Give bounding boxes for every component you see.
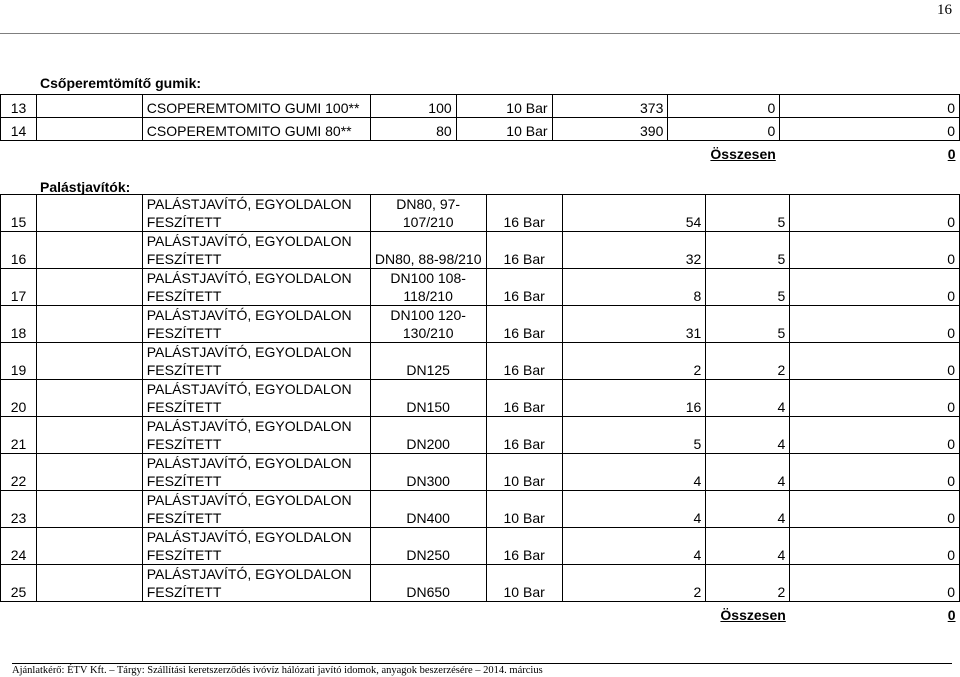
empty-cell	[552, 141, 668, 163]
item-name-line-2: FESZÍTETT	[146, 214, 222, 230]
item-unit-price: 0	[668, 95, 780, 118]
item-pressure: 16 Bar	[486, 269, 562, 306]
item-size-line-2: DN150	[406, 399, 450, 415]
item-pressure: 10 Bar	[456, 118, 552, 141]
item-name	[142, 232, 370, 269]
item-unit-price: 2	[706, 343, 790, 380]
row-number: 14	[1, 118, 37, 141]
item-size	[370, 491, 486, 528]
item-name	[142, 417, 370, 454]
sum-label-text: Összesen	[720, 606, 786, 623]
section-title-repair-clamps: Palástjavítók:	[40, 179, 131, 195]
table-row	[1, 565, 960, 602]
empty-cell	[562, 602, 706, 624]
item-quantity: 4	[562, 454, 706, 491]
empty-cell	[36, 141, 142, 163]
table-row	[1, 454, 960, 491]
empty-cell	[142, 602, 370, 624]
blank-cell	[36, 343, 142, 380]
row-number: 17	[1, 269, 37, 306]
item-unit-price: 5	[706, 269, 790, 306]
item-total: 0	[780, 118, 960, 141]
item-name-line-2: FESZÍTETT	[146, 325, 222, 341]
sum-label	[668, 141, 780, 163]
item-name	[142, 565, 370, 602]
item-total: 0	[790, 491, 960, 528]
item-name-line-1: PALÁSTJAVÍTÓ, EGYOLDALON	[146, 307, 352, 323]
row-number: 19	[1, 343, 37, 380]
empty-cell	[370, 602, 486, 624]
item-total: 0	[780, 95, 960, 118]
item-quantity: 390	[552, 118, 668, 141]
item-total: 0	[790, 454, 960, 491]
page-number: 16	[937, 2, 952, 18]
item-size-line-2: DN125	[406, 362, 450, 378]
item-pressure: 16 Bar	[486, 343, 562, 380]
blank-cell	[36, 118, 142, 141]
header-rule	[0, 33, 960, 34]
sum-value	[790, 602, 960, 624]
empty-cell	[370, 141, 456, 163]
row-number: 15	[1, 195, 37, 232]
empty-cell	[486, 602, 562, 624]
item-pressure: 16 Bar	[486, 417, 562, 454]
item-quantity: 32	[562, 232, 706, 269]
item-size	[370, 232, 486, 269]
gasket-table	[0, 94, 960, 163]
item-name-line-2: FESZÍTETT	[146, 547, 222, 563]
item-size-line-2: DN650	[406, 584, 450, 600]
item-quantity: 5	[562, 417, 706, 454]
item-total: 0	[790, 195, 960, 232]
blank-cell	[36, 269, 142, 306]
row-number: 22	[1, 454, 37, 491]
sum-value-text: 0	[947, 145, 956, 162]
item-name-line-1: PALÁSTJAVÍTÓ, EGYOLDALON	[146, 529, 352, 545]
item-name	[142, 528, 370, 565]
item-size	[370, 343, 486, 380]
item-total: 0	[790, 343, 960, 380]
item-size-line-1: DN80, 97-	[396, 196, 461, 212]
row-number: 16	[1, 232, 37, 269]
sum-label-text: Összesen	[710, 145, 776, 162]
item-quantity: 4	[562, 528, 706, 565]
sum-value-text: 0	[947, 606, 956, 623]
item-name-line-2: FESZÍTETT	[146, 510, 222, 526]
blank-cell	[36, 195, 142, 232]
item-quantity: 16	[562, 380, 706, 417]
blank-cell	[36, 454, 142, 491]
row-number: 18	[1, 306, 37, 343]
item-name-line-2: FESZÍTETT	[146, 399, 222, 415]
item-size-line-2: DN80, 88-98/210	[374, 251, 482, 267]
item-name-line-1: PALÁSTJAVÍTÓ, EGYOLDALON	[146, 418, 352, 434]
blank-cell	[36, 491, 142, 528]
item-size-line-2: DN250	[406, 547, 450, 563]
item-name-line-2: FESZÍTETT	[146, 251, 222, 267]
sum-value	[780, 141, 960, 163]
item-quantity: 4	[562, 491, 706, 528]
item-name	[142, 380, 370, 417]
item-size-line-2: 130/210	[402, 325, 454, 341]
item-quantity: 2	[562, 343, 706, 380]
item-pressure: 16 Bar	[486, 380, 562, 417]
item-pressure: 16 Bar	[486, 195, 562, 232]
item-name-line-1: PALÁSTJAVÍTÓ, EGYOLDALON	[146, 344, 352, 360]
item-size: 100	[370, 95, 456, 118]
blank-cell	[36, 528, 142, 565]
item-quantity: 8	[562, 269, 706, 306]
item-name-line-2: FESZÍTETT	[146, 362, 222, 378]
table-row	[1, 195, 960, 232]
item-pressure: 10 Bar	[486, 491, 562, 528]
item-quantity: 373	[552, 95, 668, 118]
empty-cell	[36, 602, 142, 624]
sum-row	[1, 141, 960, 163]
item-pressure: 10 Bar	[486, 565, 562, 602]
item-name-line-1: PALÁSTJAVÍTÓ, EGYOLDALON	[146, 492, 352, 508]
item-size: 80	[370, 118, 456, 141]
item-total: 0	[790, 380, 960, 417]
item-unit-price: 2	[706, 565, 790, 602]
item-unit-price: 4	[706, 454, 790, 491]
item-size-line-2: DN400	[406, 510, 450, 526]
item-total: 0	[790, 565, 960, 602]
table-row	[1, 417, 960, 454]
item-unit-price: 4	[706, 380, 790, 417]
item-size	[370, 528, 486, 565]
blank-cell	[36, 306, 142, 343]
footer-text: Ajánlatkérő: ÉTV Kft. – Tárgy: Szállítási keretszerződés ivóvíz hálózati javító idomok, anyagok beszerzésére – 2014. március	[12, 663, 952, 676]
sum-row	[1, 602, 960, 624]
item-quantity: 54	[562, 195, 706, 232]
item-name	[142, 269, 370, 306]
item-unit-price: 4	[706, 417, 790, 454]
table-row	[1, 306, 960, 343]
item-name	[142, 306, 370, 343]
item-name-line-1: PALÁSTJAVÍTÓ, EGYOLDALON	[146, 196, 352, 212]
item-name-line-2: FESZÍTETT	[146, 288, 222, 304]
blank-cell	[36, 417, 142, 454]
item-pressure: 10 Bar	[456, 95, 552, 118]
row-number: 23	[1, 491, 37, 528]
sum-label	[706, 602, 790, 624]
item-size	[370, 306, 486, 343]
item-size-line-1: DN100 108-	[390, 270, 466, 286]
item-pressure: 10 Bar	[486, 454, 562, 491]
item-quantity: 31	[562, 306, 706, 343]
table-row	[1, 528, 960, 565]
item-unit-price: 4	[706, 528, 790, 565]
item-size	[370, 380, 486, 417]
item-name-line-2: FESZÍTETT	[146, 584, 222, 600]
table-row	[1, 343, 960, 380]
item-name: CSOPEREMTOMITO GUMI 100**	[142, 95, 370, 118]
item-name-line-1: PALÁSTJAVÍTÓ, EGYOLDALON	[146, 233, 352, 249]
empty-cell	[456, 141, 552, 163]
section-title-gaskets: Csőperemtömítő gumik:	[40, 75, 202, 91]
item-size-line-2: 107/210	[402, 214, 454, 230]
table-row	[1, 118, 960, 141]
item-name	[142, 343, 370, 380]
item-name-line-1: PALÁSTJAVÍTÓ, EGYOLDALON	[146, 381, 352, 397]
item-name: CSOPEREMTOMITO GUMI 80**	[142, 118, 370, 141]
row-number: 24	[1, 528, 37, 565]
blank-cell	[36, 565, 142, 602]
empty-cell	[142, 141, 370, 163]
item-name-line-1: PALÁSTJAVÍTÓ, EGYOLDALON	[146, 566, 352, 582]
item-size-line-1: DN100 120-	[390, 307, 466, 323]
row-number: 25	[1, 565, 37, 602]
item-size	[370, 454, 486, 491]
item-unit-price: 4	[706, 491, 790, 528]
item-name-line-1: PALÁSTJAVÍTÓ, EGYOLDALON	[146, 270, 352, 286]
item-total: 0	[790, 528, 960, 565]
empty-cell	[1, 141, 37, 163]
item-size-line-2: 118/210	[403, 288, 453, 304]
item-total: 0	[790, 417, 960, 454]
item-pressure: 16 Bar	[486, 306, 562, 343]
item-name	[142, 195, 370, 232]
table-row	[1, 380, 960, 417]
table-row	[1, 232, 960, 269]
item-quantity: 2	[562, 565, 706, 602]
repair-clamp-table	[0, 194, 960, 624]
blank-cell	[36, 95, 142, 118]
item-unit-price: 5	[706, 306, 790, 343]
table-row	[1, 95, 960, 118]
item-name	[142, 454, 370, 491]
item-total: 0	[790, 232, 960, 269]
table-row	[1, 491, 960, 528]
blank-cell	[36, 232, 142, 269]
row-number: 21	[1, 417, 37, 454]
row-number: 13	[1, 95, 37, 118]
item-size-line-2: DN200	[406, 436, 450, 452]
item-unit-price: 5	[706, 232, 790, 269]
blank-cell	[36, 380, 142, 417]
table-row	[1, 269, 960, 306]
item-size	[370, 417, 486, 454]
item-name	[142, 491, 370, 528]
item-unit-price: 0	[668, 118, 780, 141]
item-unit-price: 5	[706, 195, 790, 232]
item-size	[370, 195, 486, 232]
item-pressure: 16 Bar	[486, 528, 562, 565]
item-name-line-1: PALÁSTJAVÍTÓ, EGYOLDALON	[146, 455, 352, 471]
item-size-line-2: DN300	[406, 473, 450, 489]
item-total: 0	[790, 306, 960, 343]
item-pressure: 16 Bar	[486, 232, 562, 269]
row-number: 20	[1, 380, 37, 417]
item-total: 0	[790, 269, 960, 306]
item-size	[370, 565, 486, 602]
item-name-line-2: FESZÍTETT	[146, 473, 222, 489]
empty-cell	[1, 602, 37, 624]
item-name-line-2: FESZÍTETT	[146, 436, 222, 452]
item-size	[370, 269, 486, 306]
